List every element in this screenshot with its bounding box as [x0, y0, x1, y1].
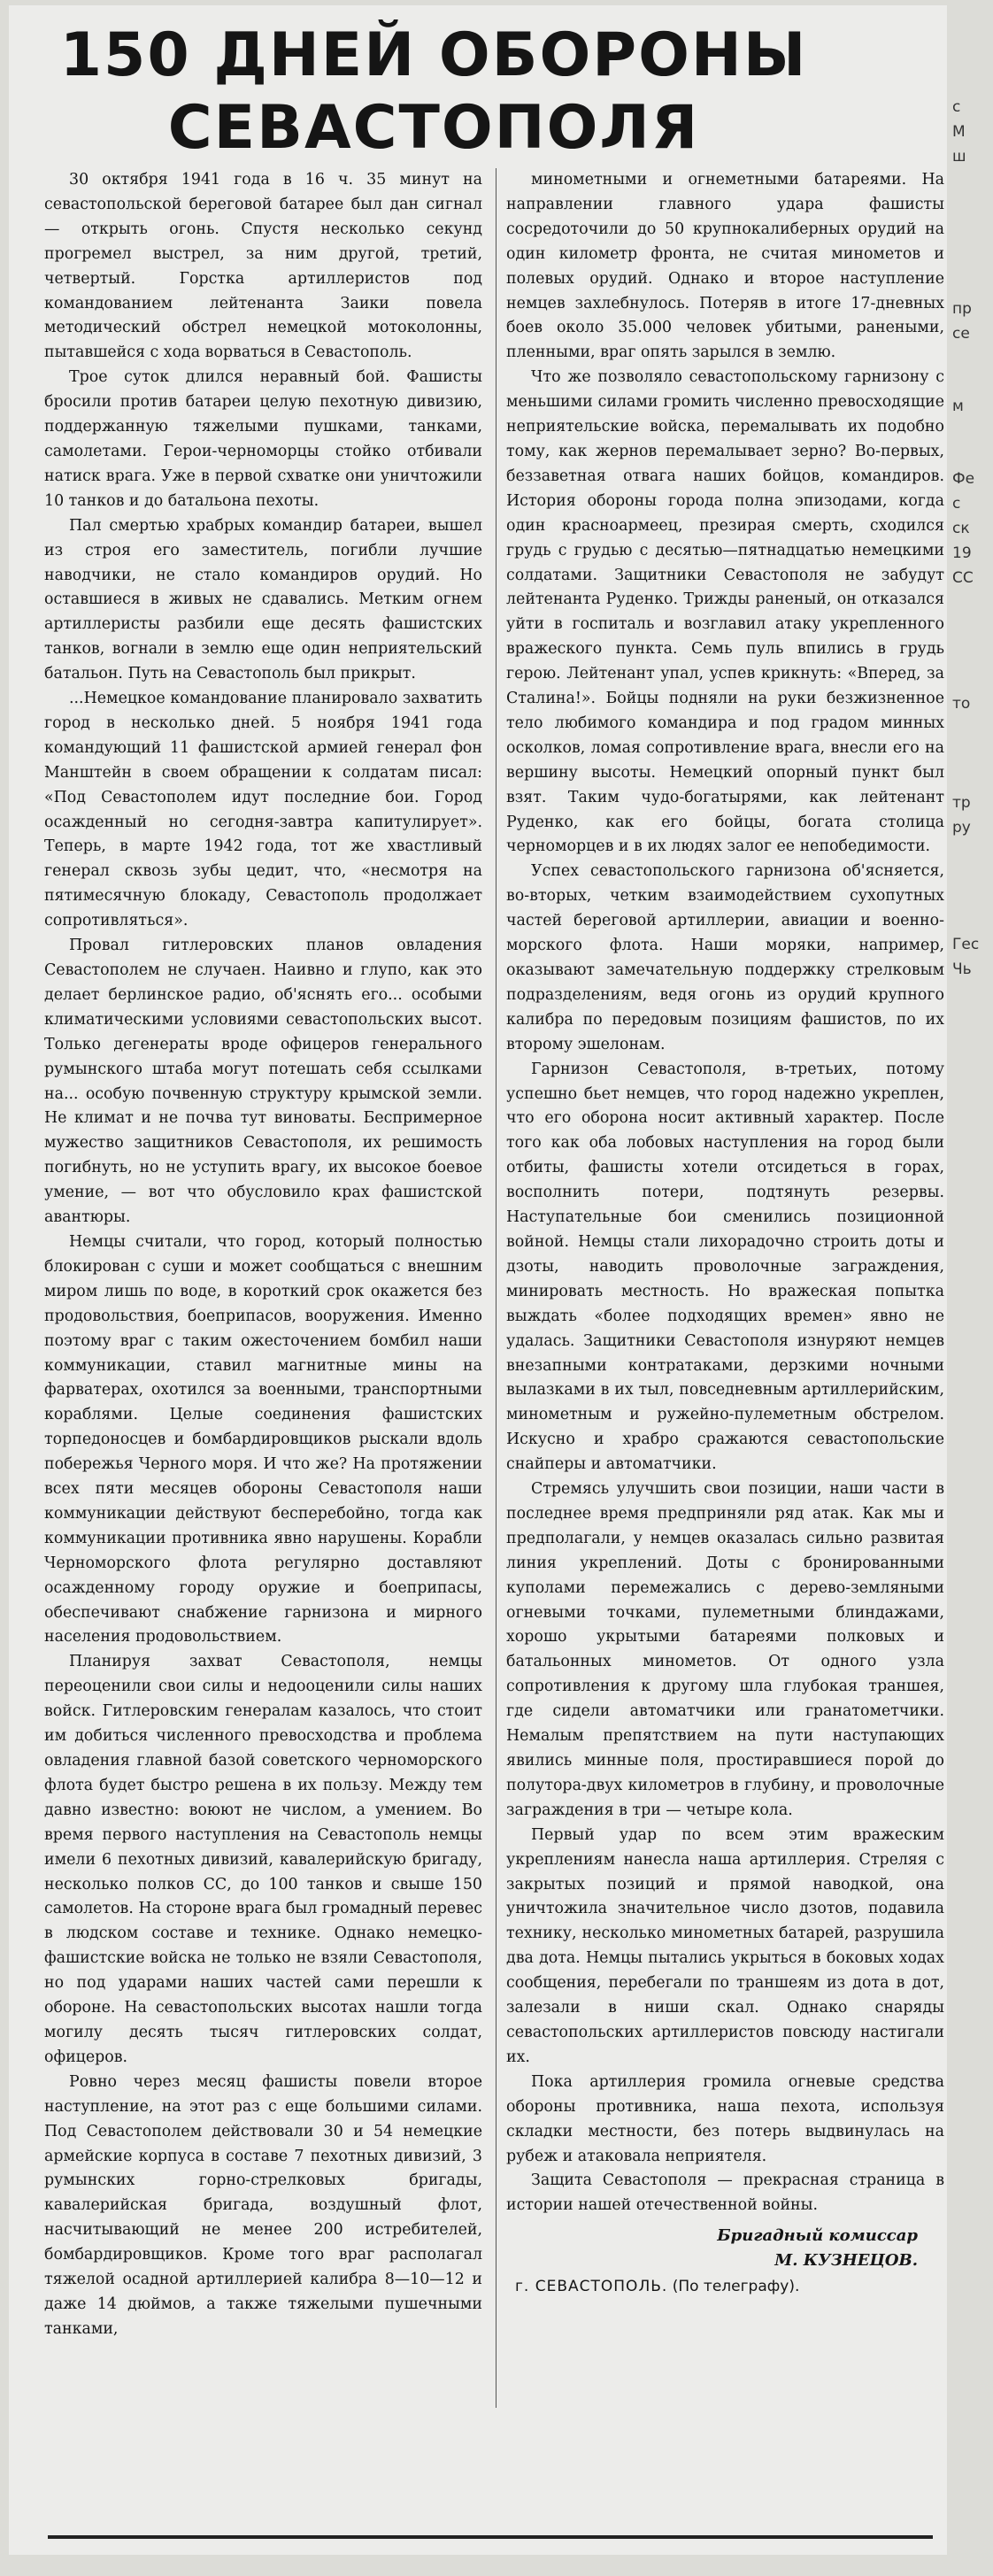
- signature-name: М. КУЗНЕЦОВ.: [774, 2251, 918, 2271]
- fragment: ру: [952, 819, 971, 837]
- paragraph: Планируя захват Севастополя, немцы переоценили свои силы и недооценили силы наших войск. Гитлеровским генералам казалось, что стоит им добиться численного превосходства и проблема овладения главной базой советского черноморского флота будет быстро решена в их пользу. Между тем давно известно: воюют не числом, а умением. Во время первого наступления на Севастополь немцы имели 6 пехотных дивизий, кавалерийскую бригаду, несколько полков СС, до 100 танков и свыше 150 самолетов. На стороне врага был громадный перевес в людском составе и технике. Однако немецко-фашистские войска не только не взяли Севастополя, но под ударами наших частей сами перешли к обороне. На севастопольских высотах нашли тогда могилу десять тысяч гитлеровских солдат, офицеров.: [44, 1653, 482, 2066]
- fragment: Фе: [952, 470, 975, 488]
- dateline-note: (По телеграфу).: [672, 2278, 800, 2296]
- fragment: с: [952, 98, 961, 116]
- article-column-1: [44, 168, 482, 2342]
- paragraph: Трое суток длился неравный бой. Фашисты бросили против батареи целую пехотную дивизию, поддержанную тяжелыми пушками, танками, самолетами. Герои-черноморцы стойко отбивали натиск врага. Уже в первой схватке они уничтожили 10 танков и до батальона пехоты.: [44, 368, 482, 510]
- bottom-rule: [48, 2535, 933, 2539]
- fragment: м: [952, 397, 964, 415]
- fragment: Гес: [952, 936, 980, 953]
- paragraph: Защита Севастополя — прекрасная страница в истории нашей отечественной войны.: [506, 2171, 944, 2215]
- fragment: то: [952, 695, 971, 713]
- paragraph: Гарнизон Севастополя, в-третьих, потому успешно бьет немцев, что город надежно укреплен, что его оборона носит активный характер. После того как оба лобовых наступления на город были отбиты, фашисты хотели отсидеться в горах, восполнить потери, подтянуть резервы. Наступательные бои сменились позиционной войной. Немцы стали лихорадочно строить доты и дзоты, наводить проволочные заграждения, минировать местность. Но вражеская попытка выждать «более подходящих времен» явно не удалась. Защитники Севастополя изнуряют немцев внезапными контратаками, дерзкими ночными вылазками в их тыл, повседневным артиллерийским, минометным и ружейно-пулеметным обстрелом. Искусно и храбро сражаются севастопольские снайперы и автоматчики.: [506, 1060, 944, 1474]
- paragraph: Пал смертью храбрых командир батареи, вышел из строя его заместитель, погибли лучшие наводчики, не стало командиров орудий. Но оставшиеся в живых не сдавались. Метким огнем артиллеристы разбили еще десять фашистских танков, вогнали в землю еще один неприятельский батальон. Путь на Севастополь был прикрыт.: [44, 516, 482, 683]
- paragraph: Стремясь улучшить свои позиции, наши части в последнее время предприняли ряд атак. Как мы и предполагали, у немцев оказалась сильно развитая линия укреплений. Доты с бронированными куполами перемежались с дерево-земляными огневыми точками, пулеметными блиндажами, хорошо укрытыми батареями полковых и батальонных минометов. От одного узла сопротивления к другому шла глубокая траншея, где сидели автоматчики или гранатометчики. Немалым препятствием на пути наступающих явились минные поля, простиравшиеся порой до полутора-двух километров в глубину, и проволочные заграждения в три — четыре кола.: [506, 1480, 944, 1819]
- paragraph: минометными и огнеметными батареями. На направлении главного удара фашисты сосредоточили до 50 крупнокалиберных орудий на один километр фронта, не считая минометов и полевых орудий. Однако и второе наступление немцев захлебнулось. Потеряв в итоге 17-дневных боев около 35.000 человек убитыми, ранеными, пленными, враг опять зарылся в землю.: [506, 171, 944, 362]
- fragment: ск: [952, 520, 970, 537]
- adjacent-column-fragment: [952, 97, 993, 984]
- fragment: тр: [952, 794, 971, 812]
- paragraph: 30 октября 1941 года в 16 ч. 35 минут на севастопольской береговой батарее был дан сигнал — открыть огонь. Спустя несколько секунд прогремел выстрел, за ним другой, третий, четвертый. Горстка артиллеристов под командованием лейтенанта Заики повела методический обстрел немецкой мотоколонны, пытавшейся с хода ворваться в Севастополь.: [44, 171, 482, 362]
- fragment: М: [952, 123, 966, 141]
- paragraph: ...Немецкое командование планировало захватить город в несколько дней. 5 ноября 1941 года командующий 11 фашистской армией генерал фон Манштейн в своем обращении к солдатам писал: «Под Севастополем идут последние бои. Город осажденный но сегодня-завтра капитулирует». Теперь, в марте 1942 года, тот же хвастливый генерал сквозь зубы цедит, что, «несмотря на пятимесячную блокаду, Севастополь продолжает сопротивляться».: [44, 690, 482, 930]
- dateline: [506, 2273, 944, 2300]
- signature-block: [506, 2224, 944, 2300]
- paragraph: Немцы считали, что город, который полностью блокирован с суши и может сообщаться с внешним миром лишь по воде, в короткий срок окажется без продовольствия, боеприпасов, вооружения. Именно поэтому враг с таким ожесточением бомбил наши коммуникации, ставил магнитные мины на фарватерах, охотился за военными, транспортными кораблями. Целые соединения фашистских торпедоносцев и бомбардировщиков рыскали вдоль побережья Черного моря. И что же? На протяжении всех пяти месяцев обороны Севастополя наши коммуникации действуют бесперебойно, тогда как коммуникации противника явно нарушены. Корабли Черноморского флота регулярно доставляют осажденному городу оружие и боеприпасы, обеспечивают снабжение гарнизона и мирного населения продовольствием.: [44, 1232, 482, 1647]
- fragment: с: [952, 495, 961, 513]
- fragment: СС: [952, 569, 974, 587]
- article-column-2: [506, 168, 944, 2300]
- fragment: 19: [952, 544, 972, 562]
- paragraph: Что же позволяло севастопольскому гарнизону с меньшими силами громить численно превосходящие неприятельские войска, перемалывать их подобно тому, как жернов перемалывает зерно? Во-первых, беззаветная отвага наших бойцов, командиров. История обороны города полна эпизодами, когда один красноармеец, презирая смерть, сходился грудь с грудью с десятью—пятнадцатью немецкими солдатами. Защитники Севастополя не забудут лейтенанта Руденко. Трижды раненый, он отказался уйти в госпиталь и возглавил атаку укрепленного вражеского пункта. Семь пуль впились в грудь герою. Лейтенант упал, успев крикнуть: «Вперед, за Сталина!». Бойцы подняли на руки безжизненное тело любимого командира и под градом минных осколков, ломая сопротивление врага, внесли его на вершину высоты. Немецкий опорный пункт был взят. Таким чудо-богатырями, как лейтенант Руденко, как его бойцы, богата столица черноморцев и в их людях залог ее непобедимости.: [506, 368, 944, 856]
- fragment: се: [952, 325, 970, 343]
- paragraph: Ровно через месяц фашисты повели второе наступление, на этот раз с еще большими силами. Под Севастополем действовали 30 и 54 немецкие армейские корпуса в составе 7 пехотных дивизий, 3 румынских горно-стрелковых бригады, кавалерийская бригада, воздушный флот, насчитывающий не менее 200 истребителей, бомбардировщиков. Кроме того враг располагал тяжелой осадной артиллерией калибра 8—10—12 и даже 14 дюймов, а также тяжелыми пушечными танками,: [44, 2072, 482, 2338]
- paragraph: Успех севастопольского гарнизона об'ясняется, во-вторых, четким взаимодействием сухопутных частей береговой артиллерии, авиации и военно-морского флота. Наши моряки, например, оказывают замечательную поддержку стрелковым подразделениям, ведя огонь из орудий крупного калибра по передовым позициям фашистов, по их второму эшелонам.: [506, 862, 944, 1053]
- fragment: пр: [952, 300, 972, 318]
- headline-line-1: 150 ДНЕЙ ОБОРОНЫ: [59, 20, 808, 90]
- paragraph: Провал гитлеровских планов овладения Севастополем не случаен. Наивно и глупо, как это делает берлинское радио, об'яснять его... особыми климатическими условиями севастопольских высот. Только дегенераты вроде офицеров генерального румынского штаба могут потешать себя ссылками на... особую почвенную структуру крымской земли. Не климат и не почва тут виноваты. Беспримерное мужество защитников Севастополя, их решимость погибнуть, но не уступить врагу, их высокое боевое умение, — вот что обусловило крах фашистской авантюры.: [44, 937, 482, 1227]
- fragment: ш: [952, 148, 966, 166]
- headline-line-2: СЕВАСТОПОЛЯ: [167, 93, 700, 163]
- paragraph: Первый удар по всем этим вражеским укреплениям нанесла наша артиллерия. Стреляя с закрытых позиций и прямой наводкой, она уничтожила значительное число дзотов, подавила технику, несколько минометных батарей, разрушила два дота. Немцы пытались укрыться в боковых ходах сообщения, перебегали по траншеям из дота в дот, залезали в ниши скал. Однако снаряды севастопольских артиллеристов повсюду настигали их.: [506, 1825, 944, 2066]
- signature-rank: Бригадный комиссар: [717, 2226, 918, 2246]
- dateline-city: г. СЕВАСТОПОЛЬ.: [515, 2278, 668, 2296]
- paragraph: Пока артиллерия громила огневые средства обороны противника, наша пехота, используя складки местности, без потерь выдвинулась на рубеж и атаковала неприятеля.: [506, 2072, 944, 2165]
- fragment: Чь: [952, 960, 972, 978]
- newspaper-page: [9, 5, 947, 2555]
- headline: [9, 19, 858, 165]
